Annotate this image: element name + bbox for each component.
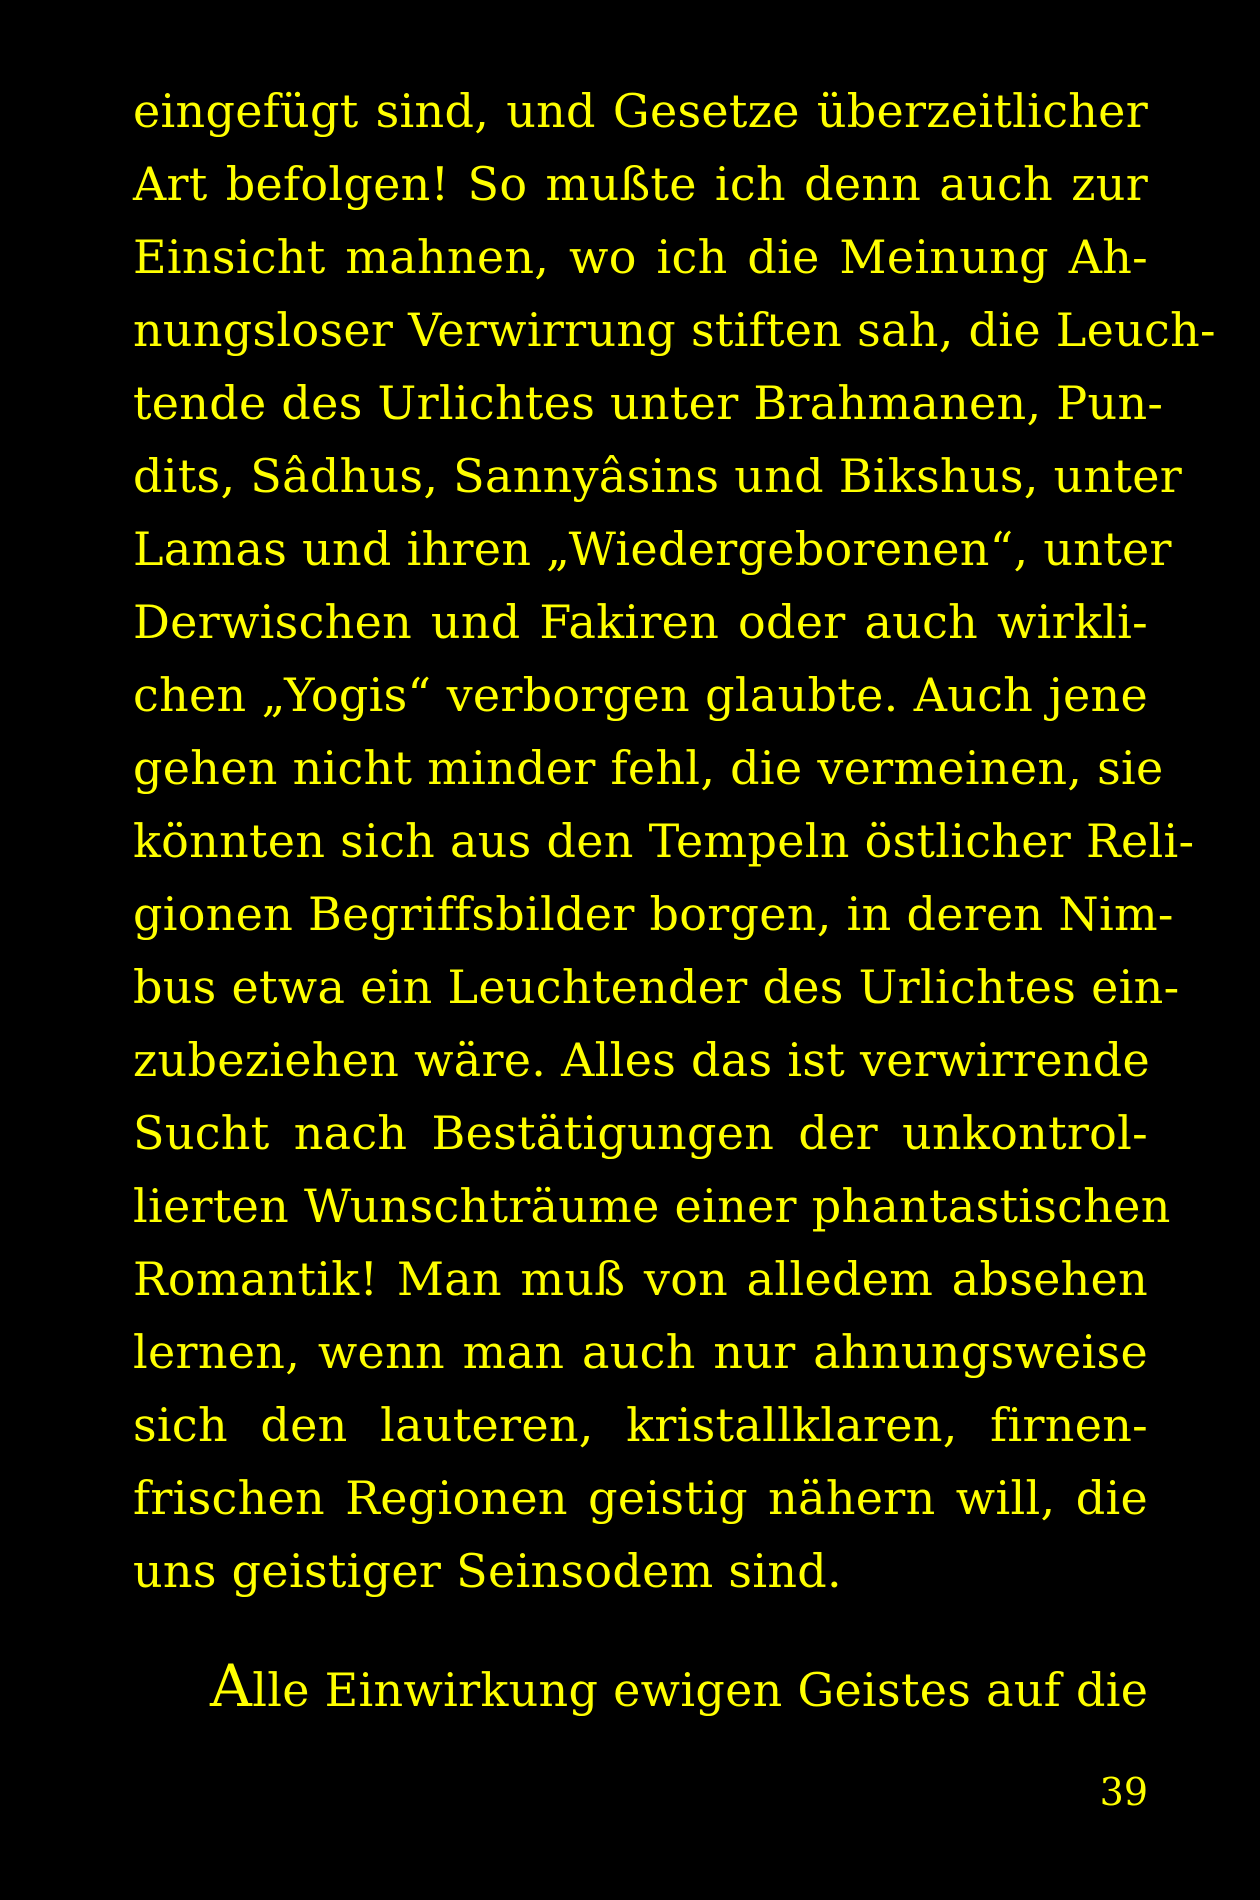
text-line: zubeziehen wäre. Alles das ist verwirrende xyxy=(133,1033,1151,1087)
text-line: Lamas und ihren „Wiedergeborenen“, unter xyxy=(133,522,1172,576)
page-number: 39 xyxy=(1099,1770,1148,1814)
text-line: tende des Urlichtes unter Brahmanen, Pun- xyxy=(133,376,1164,430)
next-paragraph-first-line xyxy=(210,1650,1148,1723)
text-line: chen „Yogis“ verborgen glaubte. Auch jene xyxy=(133,668,1148,722)
next-paragraph-text: lle Einwirkung ewigen Geistes auf die xyxy=(252,1663,1149,1717)
text-line: gehen nicht minder fehl, die vermeinen, sie xyxy=(133,741,1164,795)
text-line: Einsicht mahnen, wo ich die Meinung Ah- xyxy=(133,230,1148,284)
text-line: Romantik! Man muß von alledem absehen xyxy=(133,1252,1148,1306)
text-line: dits, Sâdhus, Sannyâsins und Bikshus, unter xyxy=(133,449,1183,503)
text-line: gionen Begriffsbilder borgen, in deren Nim- xyxy=(133,887,1174,941)
initial-capital: A xyxy=(210,1652,253,1720)
text-line: Sucht nach Bestätigungen der unkontrol- xyxy=(133,1106,1148,1160)
text-line: sich den lauteren, kristallklaren, firnen- xyxy=(133,1398,1148,1452)
text-line: lernen, wenn man auch nur ahnungsweise xyxy=(133,1325,1148,1379)
text-line: lierten Wunschträume einer phantastischen xyxy=(133,1179,1171,1233)
text-line: frischen Regionen geistig nähern will, die xyxy=(133,1471,1148,1525)
text-line: könnten sich aus den Tempeln östlicher Reli- xyxy=(133,814,1195,868)
text-line: bus etwa ein Leuchtender des Urlichtes ein- xyxy=(133,960,1180,1014)
text-line: Art befolgen! So mußte ich denn auch zur xyxy=(133,157,1148,211)
text-line-final: uns geistiger Seinsodem sind. xyxy=(133,1544,842,1598)
text-line: nungsloser Verwirrung stiften sah, die Leuch- xyxy=(133,303,1216,357)
text-line: eingefügt sind, und Gesetze überzeitlicher xyxy=(133,84,1148,138)
paragraph-body xyxy=(133,75,1216,1608)
text-line: Derwischen und Fakiren oder auch wirkli- xyxy=(133,595,1148,649)
